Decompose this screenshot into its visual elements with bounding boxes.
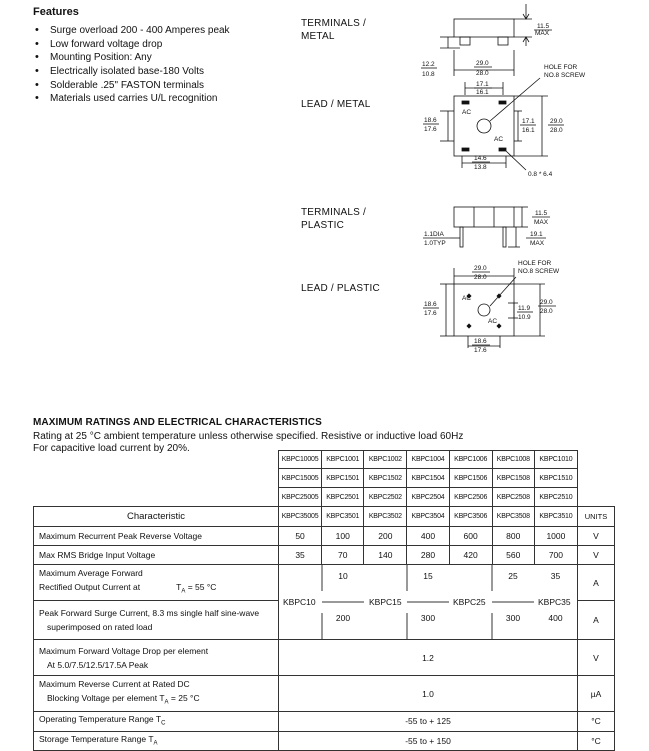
vf-value: 1.2 [279, 640, 578, 676]
vrrm-row [34, 527, 615, 546]
plastic-package-drawing [410, 200, 610, 360]
metal-term-min: 10.8 [422, 71, 435, 78]
vf-unit: V [578, 640, 615, 676]
top-unit: °C [578, 712, 615, 732]
metal-inner-max: 17.1 [476, 81, 489, 88]
part-number: KBPC1006 [449, 451, 492, 469]
metal-term-size: 0.8 * 6.4 [528, 171, 553, 178]
metal-term-max: 12.2 [422, 61, 435, 68]
metal-body-max: 29.0 [476, 60, 489, 67]
plastic-dia-max: 1.1DIA [424, 231, 444, 238]
ratings-title: MAXIMUM RATINGS AND ELECTRICAL CHARACTERISTICS [33, 417, 322, 428]
feature-item: • Low forward voltage drop [33, 38, 230, 52]
part-number: KBPC1508 [492, 469, 534, 488]
terminals-metal-label [301, 17, 366, 43]
plastic-ac-label: AC [462, 295, 472, 302]
family-label: KBPC10 [283, 597, 316, 607]
tstg-label: Storage Temperature Range $T_A$ [34, 731, 279, 751]
metal-package-drawing [410, 0, 610, 200]
units-header: UNITS [578, 507, 615, 527]
plastic-inner-max: 11.9 [518, 305, 531, 312]
part-number: KBPC1501 [322, 469, 364, 488]
metal-ac-label: AC [494, 136, 504, 143]
part-number: KBPC2501 [322, 488, 364, 507]
label-line: Peak Forward Surge Current, 8.3 ms single half sine-wave [39, 608, 260, 619]
part-number: KBPC3506 [449, 507, 492, 527]
vf-row [34, 640, 615, 676]
condition-value: = 55 °C [187, 582, 217, 593]
plastic-bot-max: 18.6 [474, 338, 487, 345]
lead-plastic-label: LEAD / PLASTIC [301, 283, 380, 294]
terminals-plastic-label [301, 206, 366, 232]
vrrm-value: 600 [449, 527, 492, 546]
avg-value: 10 [338, 571, 348, 581]
vrms-value: 70 [322, 546, 364, 565]
label-line: Maximum Average Forward [39, 568, 143, 579]
avg-value: 35 [550, 571, 561, 581]
label-line: Maximum Forward Voltage Drop per element [39, 645, 209, 656]
part-number: KBPC2506 [449, 488, 492, 507]
metal-h-unit: MAX [535, 30, 550, 37]
plastic-side-lead [503, 227, 506, 247]
part-number: KBPC1008 [492, 451, 534, 469]
header-row [34, 507, 615, 527]
mounting-hole [477, 119, 491, 133]
plastic-bot-min: 17.6 [474, 347, 487, 354]
part-number: KBPC3510 [534, 507, 577, 527]
label-line: At 5.0/7.5/12.5/17.5A Peak [47, 659, 149, 670]
surge-value: 200 [335, 613, 351, 623]
plastic-side-lead [460, 227, 463, 247]
part-number: KBPC3508 [492, 507, 534, 527]
metal-right-max: 29.0 [550, 118, 563, 125]
plastic-h-max: 11.5 [535, 210, 548, 217]
plastic-top-min: 28.0 [474, 274, 487, 281]
part-number: KBPC35005 [279, 507, 322, 527]
surge-value: 400 [548, 613, 563, 623]
surge-value: 300 [420, 613, 436, 623]
metal-side-max: 17.1 [522, 118, 535, 125]
metal-side-terminal [460, 37, 470, 45]
metal-side-terminal [498, 37, 508, 45]
part-number: KBPC1510 [534, 469, 577, 488]
part-number: KBPC2504 [407, 488, 449, 507]
vrrm-value: 1000 [534, 527, 577, 546]
part-number: KBPC1506 [449, 469, 492, 488]
vrrm-value: 100 [322, 527, 364, 546]
metal-top-body [454, 96, 514, 156]
surge-unit: A [578, 601, 615, 640]
metal-bot-min: 13.8 [474, 164, 487, 171]
feature-item: • Surge overload 200 - 400 Amperes peak [33, 24, 230, 38]
label-text: Storage Temperature Range [39, 733, 147, 744]
vf-label [34, 640, 279, 676]
top-row [34, 712, 615, 732]
part-number: KBPC2508 [492, 488, 534, 507]
ir-label [34, 676, 279, 712]
part-number: KBPC3502 [364, 507, 407, 527]
part-number: KBPC3504 [407, 507, 449, 527]
feature-item: • Mounting Position: Any [33, 51, 230, 65]
plastic-h-unit: MAX [534, 219, 549, 226]
family-label: KBPC25 [453, 597, 486, 607]
label-text: Operating Temperature Range [39, 714, 154, 724]
label-line: TERMINALS / [301, 207, 366, 218]
avg-current-label [34, 565, 279, 601]
ratings-table [33, 450, 615, 751]
avg-current-unit: A [578, 565, 615, 601]
surge-label [34, 601, 279, 640]
features-list [33, 24, 230, 106]
plastic-side-body [454, 207, 514, 227]
part-number: KBPC2502 [364, 488, 407, 507]
plastic-ac-label: AC [488, 318, 498, 325]
plastic-lead-unit: MAX [530, 240, 545, 247]
metal-side-body [454, 19, 514, 37]
label-line: Blocking Voltage per element $T_A = 25$ °C [47, 693, 200, 706]
label-line: Maximum Reverse Current at Rated DC [39, 679, 190, 690]
part-number: KBPC1504 [407, 469, 449, 488]
plastic-top-body [454, 284, 514, 336]
avg-value: 25 [508, 571, 518, 581]
tstg-row [34, 731, 615, 751]
part-number: KBPC1010 [534, 451, 577, 469]
plastic-hole-note: NO.8 SCREW [518, 268, 560, 275]
vrrm-unit: V [578, 527, 615, 546]
part-number: KBPC1004 [407, 451, 449, 469]
tstg-unit: °C [578, 731, 615, 751]
top-label: Operating Temperature Range $T_C$ [34, 712, 279, 732]
metal-h-max: 11.5 [537, 23, 550, 30]
vrms-label: Max RMS Bridge Input Voltage [34, 546, 279, 565]
part-number-row [34, 469, 615, 488]
plastic-right-max: 29.0 [540, 299, 553, 306]
plastic-dia-min: 1.0TYP [424, 240, 446, 247]
tstg-value: -55 to + 150 [279, 731, 578, 751]
vrrm-value: 200 [364, 527, 407, 546]
part-number: KBPC2510 [534, 488, 577, 507]
label-line: PLASTIC [301, 220, 345, 231]
metal-h-top-min: 17.6 [424, 126, 437, 133]
metal-bot-max: 14.6 [474, 155, 487, 162]
avg-value: 15 [423, 571, 433, 581]
avg-current-row [34, 565, 615, 601]
ir-unit: µA [578, 676, 615, 712]
ir-value: 1.0 [279, 676, 578, 712]
vrrm-label: Maximum Recurrent Peak Reverse Voltage [34, 527, 279, 546]
condition: $T_A = 55$ °C [176, 582, 217, 596]
label-line: METAL [301, 31, 335, 42]
part-number: KBPC1502 [364, 469, 407, 488]
vrms-value: 280 [407, 546, 449, 565]
metal-right-min: 28.0 [550, 127, 563, 134]
condition-value: = 25 °C [170, 693, 200, 704]
metal-hole-note: NO.8 SCREW [544, 72, 586, 79]
metal-hole-note: HOLE FOR [544, 64, 578, 71]
metal-side-min: 16.1 [522, 127, 535, 134]
features-title: Features [33, 6, 79, 18]
vrms-value: 35 [279, 546, 322, 565]
family-label: KBPC35 [538, 597, 571, 607]
vrms-value: 420 [449, 546, 492, 565]
ratings-subtitle: Rating at 25 °C ambient temperature unless otherwise specified. Resistive or inductive load 60Hz [33, 431, 464, 442]
part-number: KBPC15005 [279, 469, 322, 488]
plastic-hole-note: HOLE FOR [518, 260, 552, 267]
part-number: KBPC3501 [322, 507, 364, 527]
mounting-hole [478, 304, 490, 316]
family-block [279, 565, 578, 640]
vrrm-value: 800 [492, 527, 534, 546]
label-line: superimposed on rated load [47, 622, 153, 633]
lead-metal-label: LEAD / METAL [301, 99, 371, 110]
plastic-lead-max: 19.1 [530, 231, 543, 238]
vrms-unit: V [578, 546, 615, 565]
metal-body-min: 28.0 [476, 70, 489, 77]
characteristic-header: Characteristic [34, 507, 279, 527]
vrrm-value: 400 [407, 527, 449, 546]
surge-value: 300 [505, 613, 521, 623]
family-label: KBPC15 [369, 597, 402, 607]
part-number: KBPC25005 [279, 488, 322, 507]
top-value: -55 to + 125 [279, 712, 578, 732]
vrms-value: 560 [492, 546, 534, 565]
part-number: KBPC1001 [322, 451, 364, 469]
metal-inner-min: 16.1 [476, 89, 489, 96]
metal-h-top-max: 18.6 [424, 117, 437, 124]
label-line: TERMINALS / [301, 18, 366, 29]
vrms-value: 700 [534, 546, 577, 565]
label-text: Blocking Voltage per element [47, 693, 158, 704]
vrms-row [34, 546, 615, 565]
part-number-row [34, 451, 615, 469]
ir-row [34, 676, 615, 712]
part-number-row [34, 488, 615, 507]
ratings-subtitle: For capacitive load current by 20%. [33, 443, 190, 454]
plastic-left-max: 18.6 [424, 301, 437, 308]
part-number: KBPC10005 [279, 451, 322, 469]
label-line [39, 580, 278, 599]
feature-item: • Materials used carries U/L recognition [33, 92, 230, 106]
part-number: KBPC1002 [364, 451, 407, 469]
metal-ac-label: AC [462, 109, 472, 116]
label-text: Rectified Output Current at [39, 582, 141, 593]
feature-item: • Solderable .25" FASTON terminals [33, 79, 230, 93]
vrrm-value: 50 [279, 527, 322, 546]
feature-item: • Electrically isolated base-180 Volts [33, 65, 230, 79]
plastic-top-max: 29.0 [474, 265, 487, 272]
plastic-left-min: 17.6 [424, 310, 437, 317]
vrms-value: 140 [364, 546, 407, 565]
plastic-inner-min: 10.9 [518, 314, 531, 321]
plastic-right-min: 28.0 [540, 308, 553, 315]
